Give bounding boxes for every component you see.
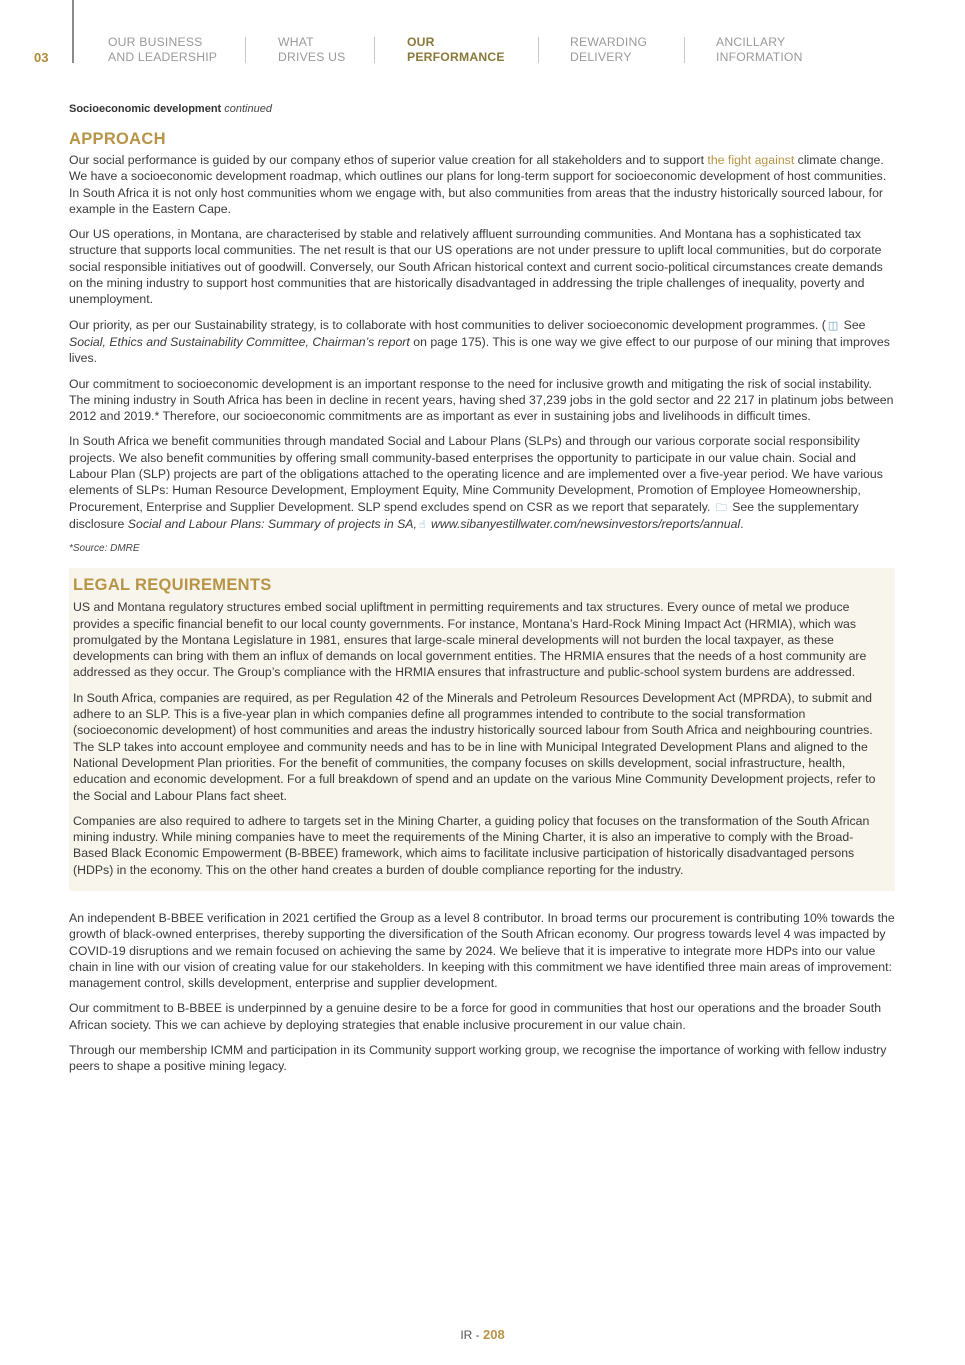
legal-heading: LEGAL REQUIREMENTS [73,576,272,595]
slp-disclosure-title: Social and Labour Plans: Summary of projects in SA, [127,516,417,531]
kicker-continued: continued [224,103,272,115]
approach-paragraph-4: Our commitment to socioeconomic development is an important response to the need for inclusive growth and mitigating the risk of social instability. The mining industry in South Africa has been in decline in recent years, having shed 37,239 jobs in the gold sector and 22 217 in platinum jobs between 2012 and 2019.* Therefore, our socioeconomic commitments are as important as ever in sustaining jobs and livelihoods in difficult times. [69,376,894,424]
nav-our-business-line1: OUR BUSINESS [108,35,203,49]
committee-ref-see: See [840,317,866,332]
approach-paragraph-1 [69,152,895,217]
nav-our-performance-line2: PERFORMANCE [407,50,505,64]
nav-separator [374,37,375,63]
slp-ref-see: See the supplementary disclosure [69,499,859,531]
top-navigation [0,0,965,80]
nav-our-performance-line1: OUR [407,35,435,49]
nav-rewarding-delivery-line2: DELIVERY [570,50,632,64]
approach-paragraph-2: Our US operations, in Montana, are characterised by stable and relatively affluent surrounding communities. And Montana has a sophisticated tax structure that supports local communities. The net result is that our US operations are not under pressure to uplift local communities, but do corporate social responsible initiatives out of goodwill. Conversely, our South African historical context and current socio-political circumstances create demands on the mining industry to support host communities that are historically disadvantaged in addressing the triple challenges of inequality, poverty and unemployment. [69,227,883,307]
approach-p1-text-b: climate change. We have a socioeconomic development roadmap, which outlines our plans for long-term support for socioeconomic development of host communities. In South Africa it is not only host communities whom we engage with, but also communities from areas that the industry historically sourced labour, for example in the Eastern Cape. [69,153,887,216]
legal-paragraph-3: Companies are also required to adhere to targets set in the Mining Charter, a guiding policy that focuses on the transformation of the South African mining industry. While mining companies have to meet the requirements of the Mining Charter, it is also an imperative to comply with the Broad-Based Black Economic Empowerment (B-BBEE) framework, which aims to facilitate inclusive participation of historically disadvantaged persons (HDPs) in the economy. This on the other hand creates a burden of double compliance reporting for the industry. [73,813,870,877]
folder-icon: 🗀 [715,501,727,514]
nav-our-performance[interactable] [407,35,505,65]
section-kicker [69,101,895,117]
main-content [69,101,895,1084]
nav-our-business[interactable] [108,35,217,65]
nav-ancillary-information-line1: ANCILLARY [716,35,786,49]
page-footer [0,1327,965,1342]
nav-separator [538,37,539,63]
approach-p1-text-a: Our social performance is guided by our company ethos of superior value creation for all stakeholders and to support [69,153,708,167]
nav-ancillary-information-line2: INFORMATION [716,50,803,64]
nav-separator [684,37,685,63]
nav-separator [245,37,246,63]
web-link-icon: ☝ [418,518,426,531]
legal-requirements-panel [69,568,895,891]
approach-p1-highlight: the fight against [707,153,795,167]
reports-url-link[interactable]: www.sibanyestillwater.com/newsinvestors/reports/annual [427,516,741,531]
committee-report-page: on page 175 [409,334,482,349]
nav-what-drives-us[interactable] [278,35,346,65]
nav-rewarding-delivery-line1: REWARDING [570,35,648,49]
approach-p3-text-b: ). This is one way we give effect to our purpose of our mining that improves lives. [69,334,890,366]
approach-p3-text-a: Our priority, as per our Sustainability strategy, is to collaborate with host communities to deliver socioeconomic development programmes. ( [69,317,826,332]
legal-paragraph-1: US and Montana regulatory structures embed social upliftment in permitting requirements and tax structures. Every ounce of metal we produce provides a specific financial benefit to our local county governments. For instance, Montana’s Hard-Rock Mining Impact Act (HRMIA), which was promulgated by the Montana Legislature in 1981, ensures that large-scale mineral developments will not burden the local taxpayer, as these developments can bring with them an influx of demands on local government entities. The HRMIA ensures that the needs of a host community are addressed as they occur. The Group’s compliance with the HRMIA ensures that infrastructure and public-school system burdens are addressed. [73,600,867,680]
nav-ancillary-information[interactable] [716,35,803,65]
nav-what-drives-us-line2: DRIVES US [278,50,346,64]
committee-report-title: Social, Ethics and Sustainability Committee, Chairman’s report [69,334,410,349]
section-number: 03 [34,50,49,65]
nav-rewarding-delivery[interactable] [570,35,647,65]
nav-our-business-line2: AND LEADERSHIP [108,50,218,64]
closing-paragraph-3: Through our membership ICMM and participation in its Community support working group, we recognise the importance of working with fellow industry peers to shape a positive mining legacy. [69,1043,887,1074]
header-divider [72,0,74,63]
approach-p5-text: In South Africa we benefit communities through mandated Social and Labour Plans (SLPs) and through our various corporate social responsibility projects. We also benefit communities by offering small community-based enterprises the opportunity to participate in our value chain. Social and Labour Plan (SLP) projects are part of the obligations attached to the operating licence and are implemented over a five-year period. We have various elements of SLPs: Human Resource Development, Employment Equity, Mine Community Development, Promotion of Employee Homeownership, Procurement, Enterprise and Supplier Development. SLP spend excludes spend on CSR as we report that separately. [69,434,883,514]
closing-paragraph-2: Our commitment to B-BBEE is underpinned by a genuine desire to be a force for good in communities that host our operations and the broader South African society. This we can achieve by deploying strategies that enable inclusive procurement in our value chain. [69,1001,882,1032]
footer-page-number: 208 [482,1327,505,1342]
legal-paragraph-2: In South Africa, companies are required, as per Regulation 42 of the Minerals and Petroleum Resources Development Act (MPRDA), to submit and adhere to an SLP. This is a five-year plan in which companies define all programmes intended to contribute to the social transformation (socioeconomic development) of host communities and areas the industry historically sourced labour from South Africa and neighbouring countries. The SLP takes into account employee and community needs and has to be in line with Municipal Integrated Development Plans and aligned to the National Development Plan priorities. For the benefit of communities, the company focuses on skills development, social infrastructure, health, education and economic development. For a full breakdown of spend and an update on the various Mine Community Development projects, refer to the Social and Labour Plans fact sheet. [73,690,876,803]
approach-heading: APPROACH [69,130,166,148]
approach-paragraph-3 [69,317,895,367]
kicker-title: Socioeconomic development [69,103,222,115]
approach-paragraph-5 [69,433,895,533]
source-note: *Source: DMRE [69,543,140,555]
approach-p5-end: . [740,516,744,531]
page-ref-icon: ◫ [827,319,839,332]
footer-prefix: IR - [460,1328,483,1342]
closing-paragraph-1: An independent B-BBEE verification in 2021 certified the Group as a level 8 contributor. In broad terms our procurement is contributing 10% towards the growth of black-owned enterprises, thereby supporting the diversification of the South African economy. Our progress towards level 4 was impacted by COVID-19 disruptions and we remain focused on achieving the same by 2024. We believe that it is imperative to integrate more HDPs into our value chain in line with our vision of creating value for our stakeholders. In keeping with this commitment we have identified three main areas of improvement: management control, skills development, enterprise and supplier development. [69,910,895,991]
nav-what-drives-us-line1: WHAT [278,35,314,49]
